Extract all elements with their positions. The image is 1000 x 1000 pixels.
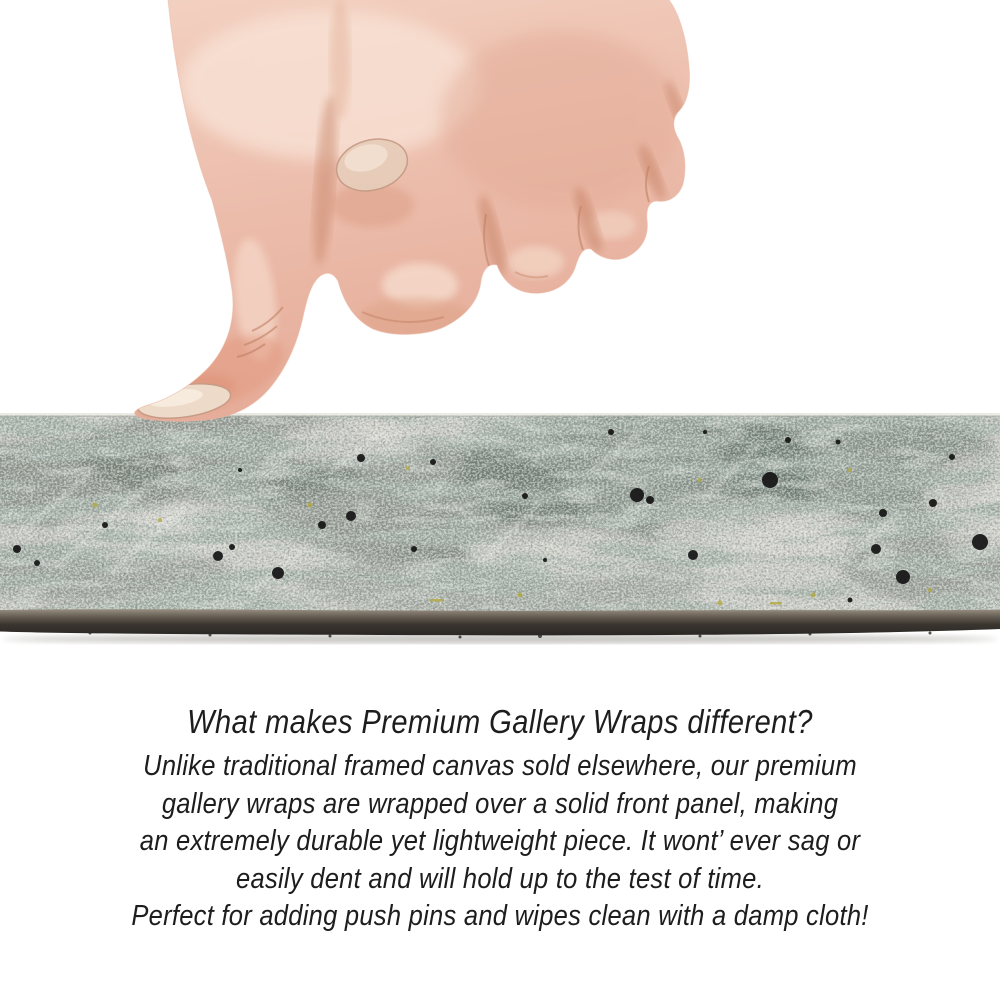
hand-illustration [0,0,720,432]
headline: What makes Premium Gallery Wraps different? [187,703,813,740]
copy-block [60,702,940,936]
canvas-strip-art [0,413,1000,645]
body-line-5: Perfect for adding push pins and wipes clean with a damp cloth! [131,900,869,933]
body-line-2: gallery wraps are wrapped over a solid front panel, making [161,787,839,820]
canvas-bottom-edge [0,609,1000,643]
canvas-face [0,413,1000,618]
canvas-strip [0,413,1000,645]
body-line-1: Unlike traditional framed canvas sold elsewhere, our premium [143,750,857,782]
body-line-4: easily dent and will hold up to the test of time. [236,862,764,895]
body-line-3: an extremely durable yet lightweight piece. It wont’ ever sag or [139,825,861,858]
